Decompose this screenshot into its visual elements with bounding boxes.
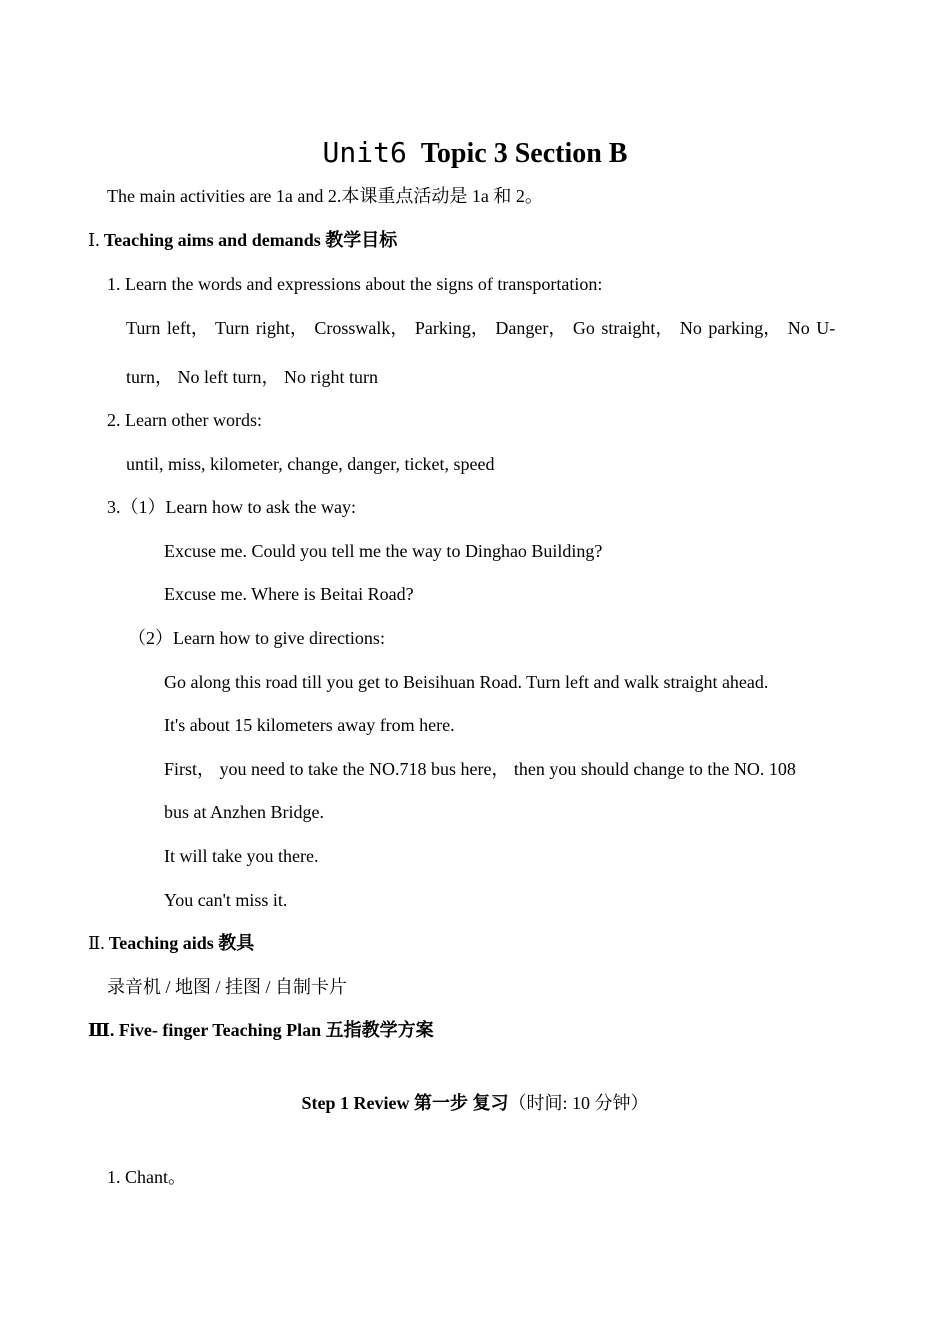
title-unit: Unit6 (322, 136, 407, 169)
section-plan-heading (88, 1018, 434, 1042)
section-aids-heading (88, 931, 254, 955)
aim-item-2: 2. Learn other words: (107, 410, 262, 430)
give-direction-2: It's about 15 kilometers away from here. (164, 715, 455, 735)
section-aims-heading (88, 228, 397, 252)
give-direction-4: It will take you there. (164, 846, 319, 866)
title-topic: Topic 3 Section B (420, 138, 628, 169)
section-aims-numeral: Ⅰ. (88, 230, 100, 250)
page-title (0, 136, 950, 171)
section-aims-title: Teaching aims and demands 教学目标 (103, 230, 398, 250)
section-plan-title: Five- finger Teaching Plan 五指教学方案 (118, 1020, 434, 1040)
give-direction-3b: bus at Anzhen Bridge. (164, 802, 324, 822)
section-aids-title: Teaching aids 教具 (108, 933, 255, 953)
signs-line-2: turn， No left turn， No right turn (126, 367, 378, 387)
ask-way-1: Excuse me. Could you tell me the way to Dinghao Building? (164, 541, 603, 561)
other-words: until, miss, kilometer, change, danger, ticket, speed (126, 454, 495, 474)
teaching-aids-list: 录音机 / 地图 / 挂图 / 自制卡片 (107, 977, 348, 997)
chant-item: 1. Chant。 (107, 1167, 186, 1187)
step-1-label: Step 1 Review 第一步 复习 (301, 1093, 509, 1113)
section-aids-numeral: Ⅱ. (88, 933, 105, 953)
step-1-heading (0, 1091, 950, 1115)
ask-way-2: Excuse me. Where is Beitai Road? (164, 584, 414, 604)
step-1-time: （时间: 10 分钟） (508, 1093, 649, 1113)
give-direction-1: Go along this road till you get to Beisihuan Road. Turn left and walk straight ahead. (164, 672, 769, 692)
section-plan-numeral: Ⅲ. (88, 1020, 115, 1040)
signs-line-1: Turn left， Turn right， Crosswalk， Parking， Danger， Go straight， No parking， No U- (126, 318, 836, 338)
give-direction-5: You can't miss it. (164, 890, 288, 910)
aim-item-3: 3.（1）Learn how to ask the way: (107, 497, 356, 517)
intro-text: The main activities are 1a and 2.本课重点活动是 1a 和 2。 (107, 186, 543, 206)
aim-item-3b: （2）Learn how to give directions: (128, 628, 385, 648)
give-direction-3: First， you need to take the NO.718 bus here， then you should change to the NO. 108 (164, 759, 796, 779)
aim-item-1: 1. Learn the words and expressions about the signs of transportation: (107, 274, 603, 294)
